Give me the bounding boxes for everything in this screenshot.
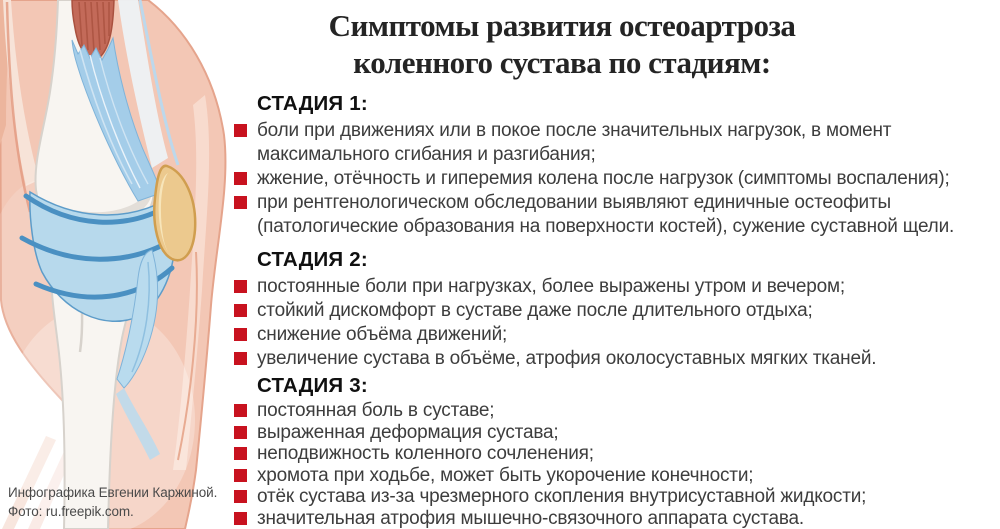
credits	[8, 483, 228, 521]
bullet-square-icon	[234, 196, 247, 209]
page-title	[230, 7, 894, 81]
bullet-square-icon	[234, 352, 247, 365]
bullet-square-icon	[234, 426, 247, 439]
stage-1-heading: СТАДИЯ 1:	[257, 92, 368, 115]
knee-illustration	[0, 0, 232, 529]
symptom-text: жжение, отёчность и гиперемия колена после нагрузок (симптомы воспаления);	[257, 168, 950, 189]
bullet-square-icon	[234, 469, 247, 482]
bullet-square-icon	[234, 124, 247, 137]
bullet-square-icon	[234, 304, 247, 317]
bullet-square-icon	[234, 280, 247, 293]
symptom-text: отёк сустава из-за чрезмерного скопления внутрисуставной жидкости;	[257, 486, 867, 507]
bullet-square-icon	[234, 512, 247, 525]
symptom-text: постоянные боли при нагрузках, более выражены утром и вечером;	[257, 276, 845, 297]
symptom-item	[234, 422, 994, 444]
bullet-square-icon	[234, 447, 247, 460]
credit-photo-source: Фото: ru.freepik.com.	[8, 504, 134, 519]
symptom-item	[234, 275, 994, 299]
symptom-item	[234, 167, 994, 191]
symptom-text: боли при движениях или в покое после значительных нагрузок, в момент максимального сгибания и разгибания;	[257, 120, 892, 165]
symptom-text: стойкий дискомфорт в суставе даже после длительного отдыха;	[257, 300, 813, 321]
symptom-item	[234, 191, 994, 239]
knee-anatomy-drawing	[0, 0, 232, 529]
title-line-1: Симптомы развития остеоартроза	[328, 8, 796, 43]
stage-2-section	[230, 249, 994, 371]
bullet-square-icon	[234, 328, 247, 341]
stage-1-section	[230, 93, 994, 239]
symptom-item	[234, 323, 994, 347]
symptom-item	[234, 347, 994, 371]
bullet-square-icon	[234, 172, 247, 185]
symptom-item	[234, 443, 994, 465]
stage-3-section	[230, 375, 994, 529]
symptom-item	[234, 400, 994, 422]
symptom-text: увеличение сустава в объёме, атрофия околосуставных мягких тканей.	[257, 348, 877, 369]
symptom-item	[234, 508, 994, 529]
symptom-text: выраженная деформация сустава;	[257, 421, 559, 443]
symptom-text: значительная атрофия мышечно-связочного аппарата сустава.	[257, 507, 804, 529]
symptom-text: хромота при ходьбе, может быть укорочение конечности;	[257, 464, 754, 486]
symptom-item	[234, 465, 994, 487]
stage-2-symptom-list	[230, 275, 994, 371]
credit-author: Инфографика Евгении Каржиной.	[8, 485, 218, 500]
symptom-text: снижение объёма движений;	[257, 324, 508, 345]
stage-3-heading: СТАДИЯ 3:	[257, 374, 368, 397]
content-column	[230, 0, 1000, 529]
stage-2-heading: СТАДИЯ 2:	[257, 248, 368, 271]
bullet-square-icon	[234, 490, 247, 503]
symptom-item	[234, 299, 994, 323]
symptom-item	[234, 119, 994, 167]
title-line-2: коленного сустава по стадиям:	[353, 45, 771, 80]
symptom-text: постоянная боль в суставе;	[257, 400, 495, 421]
bullet-square-icon	[234, 404, 247, 417]
symptom-text: неподвижность коленного сочленения;	[257, 443, 594, 464]
symptom-item	[234, 486, 994, 508]
stage-1-symptom-list	[230, 119, 994, 239]
stage-3-symptom-list	[230, 400, 994, 529]
symptom-text: при рентгенологическом обследовании выявляют единичные остеофиты (патологические образования на поверхности костей), сужение суставной щели.	[257, 192, 955, 237]
